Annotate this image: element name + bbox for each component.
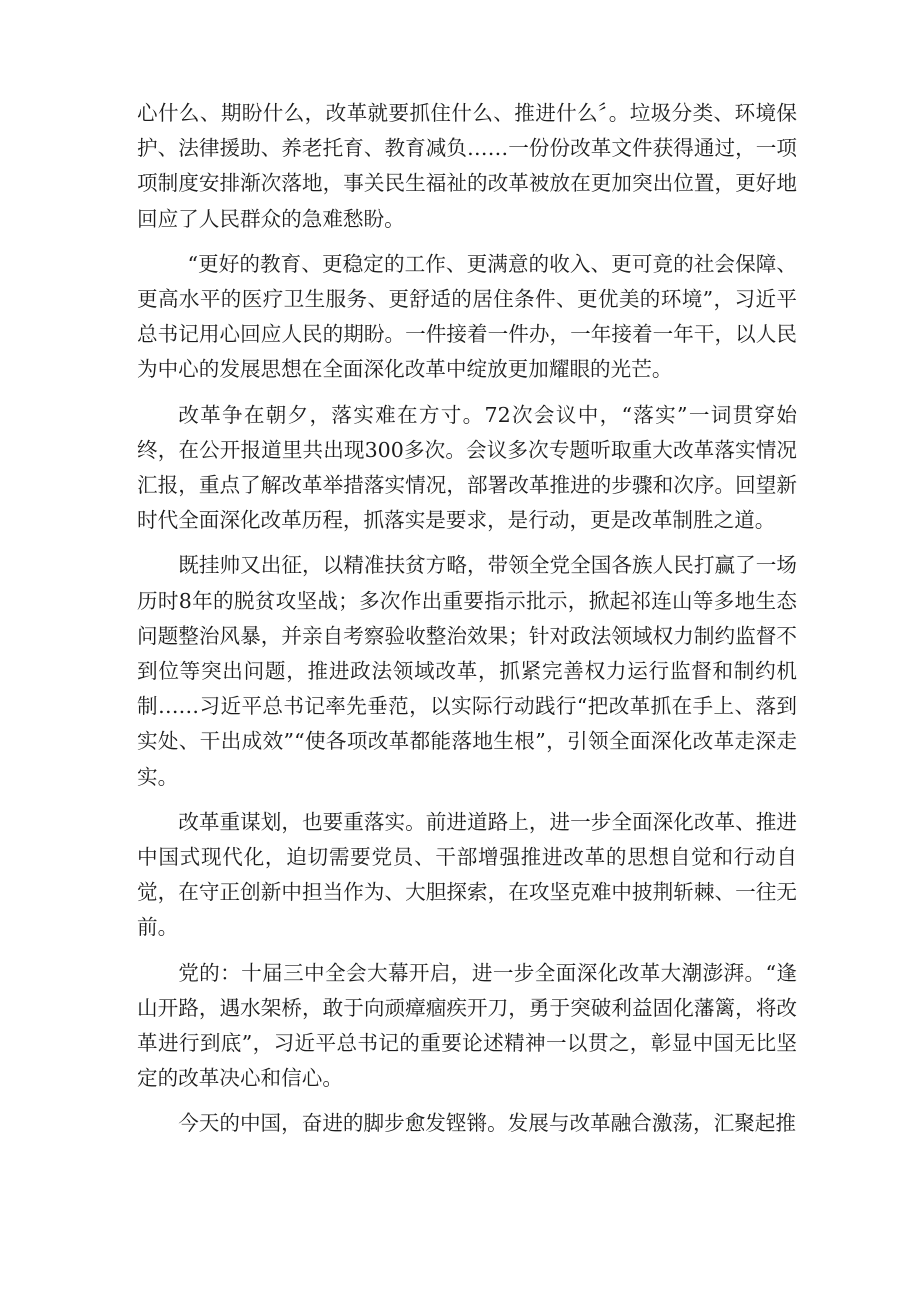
paragraph-todays-china: 今天的中国，奋进的脚步愈发铿锵。发展与改革融合激荡，汇聚起推 — [178, 1111, 796, 1136]
paragraph-continued: 心什么、期盼什么，改革就要抓住什么、推进什么〞。垃圾分类、环境保护、法律援助、养老托育、教育减负……一份份改革文件获得通过，一项项制度安排渐次落地，事关民生福祉的改革被放在更加突出位置，更好地回应了人民群众的急难愁盼。 — [137, 101, 797, 231]
paragraph-leading-by-example: 既挂帅又出征，以精准扶贫方略，带领全党全国各族人民打赢了一场历时8年的脱贫攻坚战；多次作出重要指示批示，掀起祁连山等多地生态问题整治风暴，并亲自考察验收整治效果；针对政法领域权力制约监督不到位等突出问题，推进政法领域改革，抓紧完善权力运行监督和制约机制……习近平总书记率先垂范，以实际行动践行“把改革抓在手上、落到实处、干出成效”“使各项改革都能落地生根”，引领全面深化改革走深走实。 — [137, 553, 797, 789]
paragraph-plenary-session: 党的：十届三中全会大幕开启，进一步全面深化改革大潮澎湃。“逢山开路，遇水架桥，敢于向顽瘴痼疾开刀，勇于突破利益固化藩篱，将改革进行到底”，习近平总书记的重要论述精神一以贯之，彰显中国无比坚定的改革决心和信心。 — [137, 960, 797, 1091]
paragraph-people-expectations: “更好的教育、更稳定的工作、更满意的收入、更可竟的社会保障、更高水平的医疗卫生服务、更舒适的居住条件、更优美的环境”，习近平总书记用心回应人民的期盼。一件接着一件办，一年接着一年干，以人民为中心的发展思想在全面深化改革中绽放更加耀眼的光芒。 — [137, 251, 797, 382]
document-body — [137, 96, 797, 1152]
paragraph-implementation: 改革争在朝夕，落实难在方寸。72次会议中，“落实”一词贯穿始终，在公开报道里共出现300多次。会议多次专题听取重大改革落实情况汇报，重点了解改革举措落实情况，部署改革推进的步骤和次序。回望新时代全面深化改革历程，抓落实是要求，是行动，更是改革制胜之道。 — [137, 402, 797, 533]
paragraph-planning-and-action: 改革重谋划，也要重落实。前进道路上，进一步全面深化改革、推进中国式现代化，迫切需要党员、干部增强推进改革的思想自觉和行动自觉，在守正创新中担当作为、大胆探索，在攻坚克难中披荆斩棘、一往无前。 — [137, 809, 797, 940]
